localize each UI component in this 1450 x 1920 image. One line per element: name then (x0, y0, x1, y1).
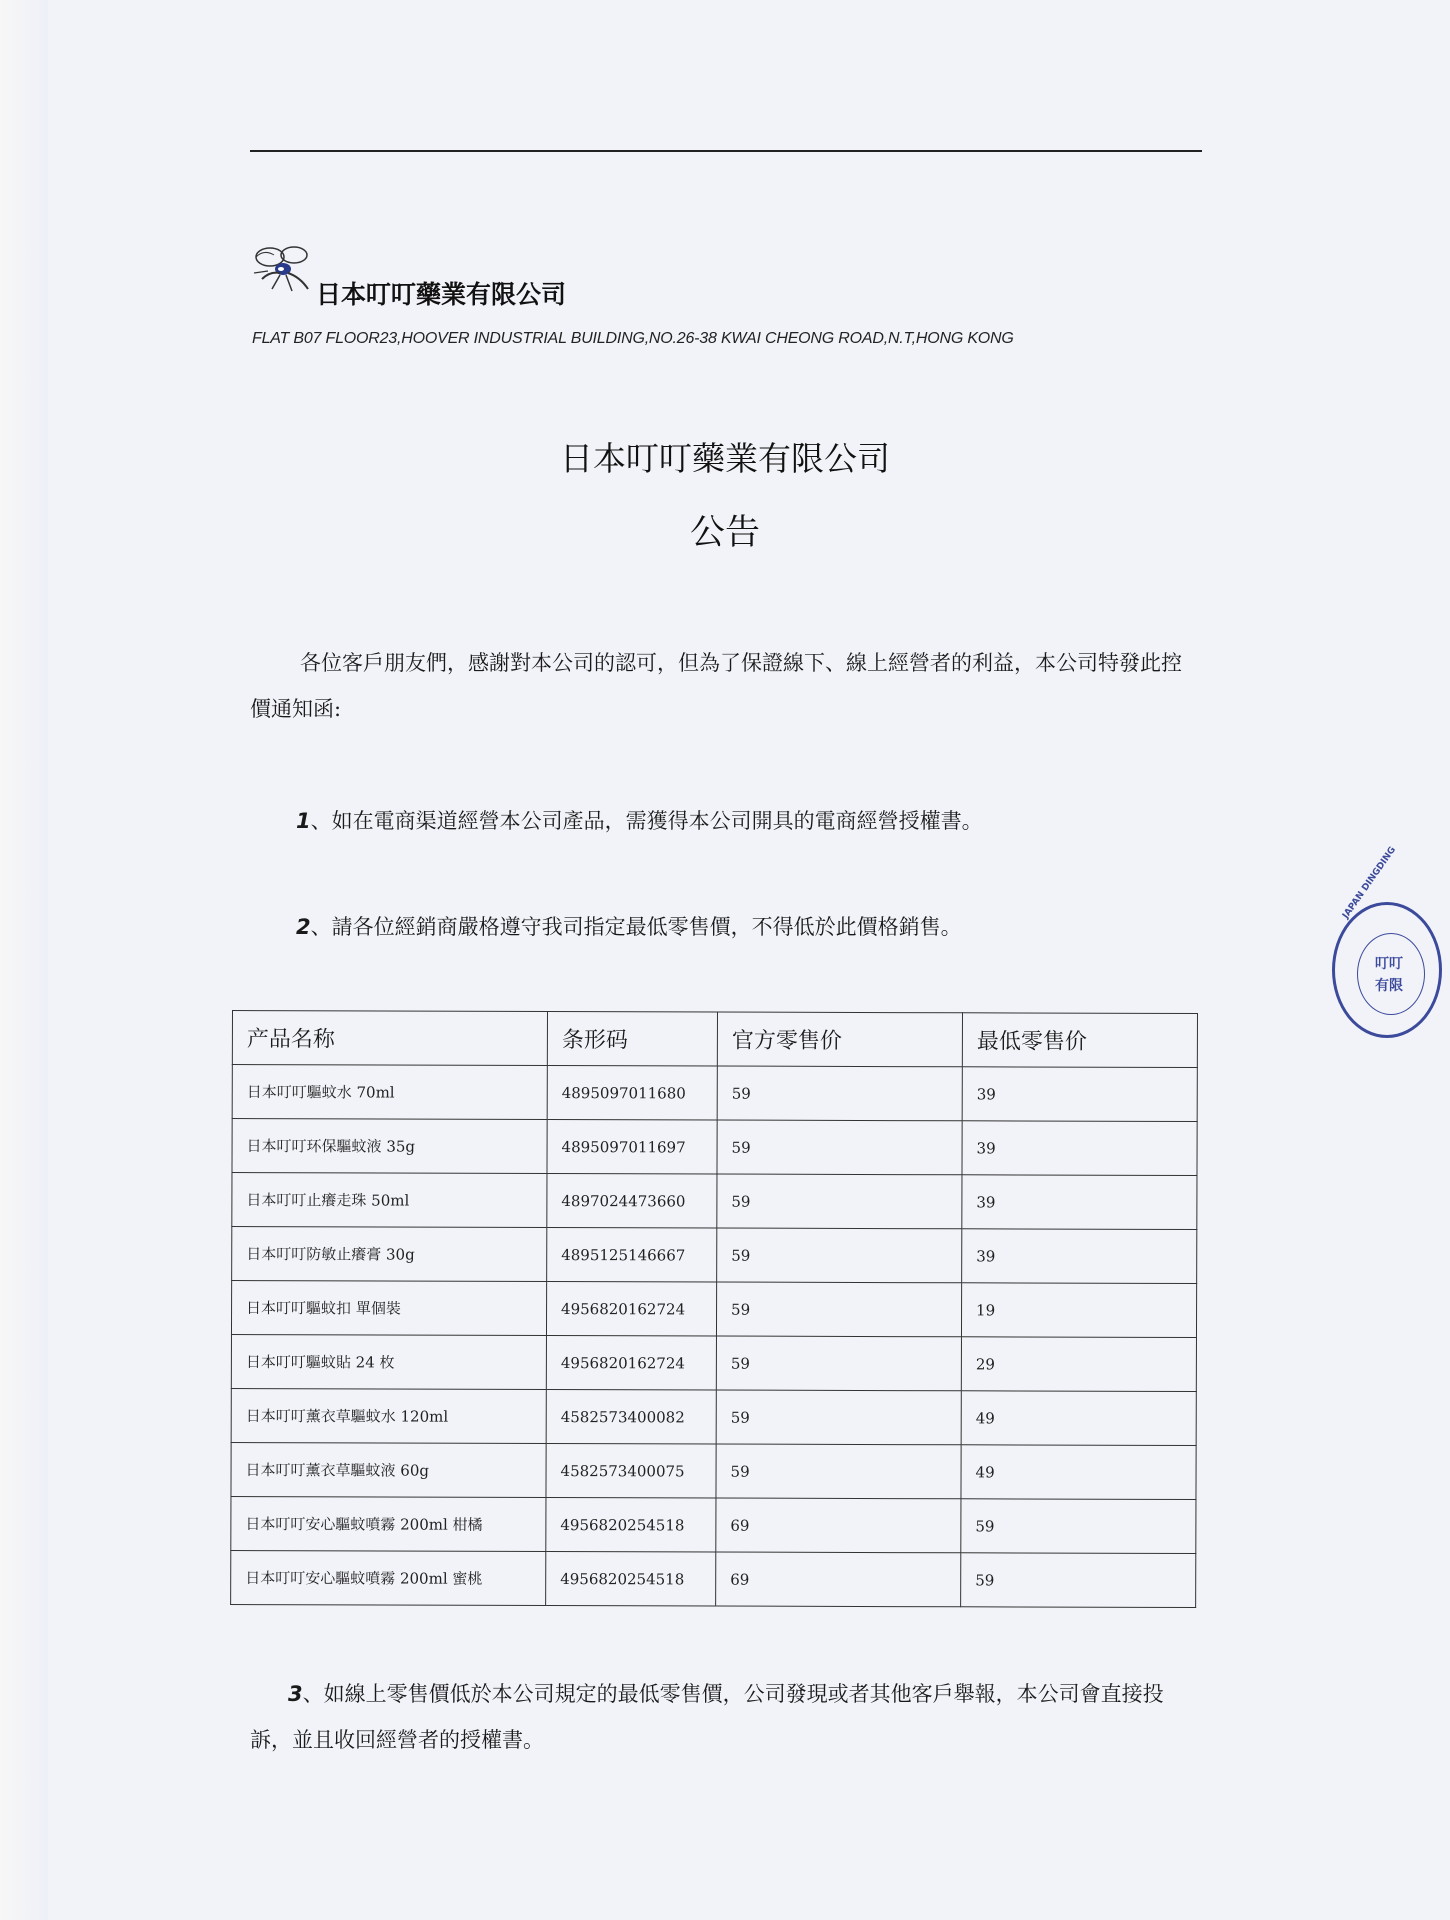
cell-barcode: 4895125146667 (547, 1227, 717, 1282)
point-1 (296, 798, 1196, 844)
stamp-inner-ring (1357, 933, 1425, 1015)
table-header-row (232, 1011, 1197, 1068)
point-3-text: 、如線上零售價低於本公司規定的最低零售價，公司發現或者其他客戶舉報，本公司會直接投訴，並且收回經營者的授權書。 (250, 1682, 1164, 1752)
cell-product: 日本叮叮安心驅蚊噴霧 200ml 柑橘 (231, 1496, 546, 1551)
point-1-number: 1 (296, 809, 311, 833)
cell-official-price: 59 (717, 1174, 962, 1229)
cell-product: 日本叮叮环保驅蚊液 35g (232, 1119, 547, 1174)
cell-min-price: 39 (962, 1229, 1197, 1284)
cell-barcode: 4956820254518 (546, 1497, 716, 1552)
cell-barcode: 4956820162724 (546, 1281, 716, 1336)
stamp-center-text-2: 有限 (1375, 978, 1403, 994)
cell-official-price: 59 (716, 1444, 961, 1499)
page-subtitle: 公告 (689, 513, 760, 553)
header-barcode: 条形码 (547, 1011, 717, 1066)
table-row (231, 1335, 1196, 1392)
table-row (231, 1388, 1196, 1445)
mosquito-logo-icon (250, 243, 318, 295)
point-2-number: 2 (296, 915, 311, 939)
page-edge (0, 0, 48, 1920)
cell-product: 日本叮叮安心驅蚊噴霧 200ml 蜜桃 (231, 1550, 546, 1605)
table-row (231, 1281, 1196, 1338)
cell-official-price: 59 (717, 1228, 962, 1283)
table-row (232, 1173, 1197, 1230)
table-row (231, 1550, 1196, 1607)
cell-official-price: 69 (716, 1498, 961, 1553)
company-address: FLAT B07 FLOOR23,HOOVER INDUSTRIAL BUILDING,NO.26-38 KWAI CHEONG ROAD,N.T,HONG KONG (252, 330, 1014, 347)
cell-official-price: 59 (716, 1336, 961, 1391)
table-row (232, 1065, 1197, 1122)
table-row (232, 1227, 1197, 1284)
cell-min-price: 59 (961, 1553, 1196, 1608)
cell-official-price: 59 (717, 1120, 962, 1175)
point-2-text: 、請各位經銷商嚴格遵守我司指定最低零售價，不得低於此價格銷售。 (310, 915, 962, 939)
top-rule (250, 150, 1202, 152)
cell-product: 日本叮叮驅蚊水 70ml (232, 1065, 547, 1120)
cell-barcode: 4895097011680 (547, 1065, 717, 1120)
intro-paragraph: 各位客戶朋友們，感謝對本公司的認可，但為了保證線下、線上經營者的利益，本公司特發此控價通知函: (250, 651, 1182, 721)
cell-product: 日本叮叮驅蚊扣 單個裝 (231, 1281, 546, 1336)
cell-official-price: 59 (717, 1066, 962, 1121)
letterhead-company-name: 日本叮叮藥業有限公司 (316, 280, 567, 309)
cell-barcode: 4956820162724 (546, 1335, 716, 1390)
page-title: 日本叮叮藥業有限公司 (560, 439, 890, 478)
point-1-text: 、如在電商渠道經營本公司產品，需獲得本公司開具的電商經營授權書。 (310, 809, 983, 833)
cell-min-price: 49 (961, 1445, 1196, 1500)
cell-min-price: 39 (962, 1121, 1197, 1176)
cell-official-price: 59 (716, 1390, 961, 1445)
cell-min-price: 19 (961, 1283, 1196, 1338)
cell-product: 日本叮叮防敏止癢膏 30g (232, 1227, 547, 1282)
price-table (230, 1010, 1198, 1608)
table-row (232, 1119, 1197, 1176)
table-row (231, 1442, 1196, 1499)
cell-official-price: 69 (716, 1552, 961, 1607)
cell-barcode: 4582573400075 (546, 1443, 716, 1498)
cell-min-price: 59 (961, 1499, 1196, 1554)
cell-barcode: 4897024473660 (547, 1173, 717, 1228)
header-product-name: 产品名称 (232, 1011, 547, 1066)
point-3-number: 3 (288, 1682, 303, 1706)
company-seal-stamp (1332, 845, 1442, 1038)
cell-barcode: 4895097011697 (547, 1119, 717, 1174)
header-official-price: 官方零售价 (717, 1012, 962, 1067)
cell-min-price: 39 (962, 1067, 1197, 1122)
stamp-ring-text: JAPAN DINGDING (1341, 845, 1399, 921)
table-row (231, 1496, 1196, 1553)
cell-min-price: 49 (961, 1391, 1196, 1446)
cell-barcode: 4956820254518 (546, 1551, 716, 1606)
cell-product: 日本叮叮驅蚊貼 24 枚 (231, 1335, 546, 1390)
header-min-price: 最低零售价 (962, 1013, 1197, 1068)
cell-min-price: 39 (962, 1175, 1197, 1230)
cell-min-price: 29 (961, 1337, 1196, 1392)
stamp-center-text-1: 叮叮 (1375, 956, 1403, 972)
cell-barcode: 4582573400082 (546, 1389, 716, 1444)
cell-official-price: 59 (716, 1282, 961, 1337)
cell-product: 日本叮叮止癢走珠 50ml (232, 1173, 547, 1228)
cell-product: 日本叮叮薰衣草驅蚊液 60g (231, 1442, 546, 1497)
point-2 (296, 904, 1196, 950)
point-3 (250, 1671, 1200, 1763)
cell-product: 日本叮叮薰衣草驅蚊水 120ml (231, 1388, 546, 1443)
